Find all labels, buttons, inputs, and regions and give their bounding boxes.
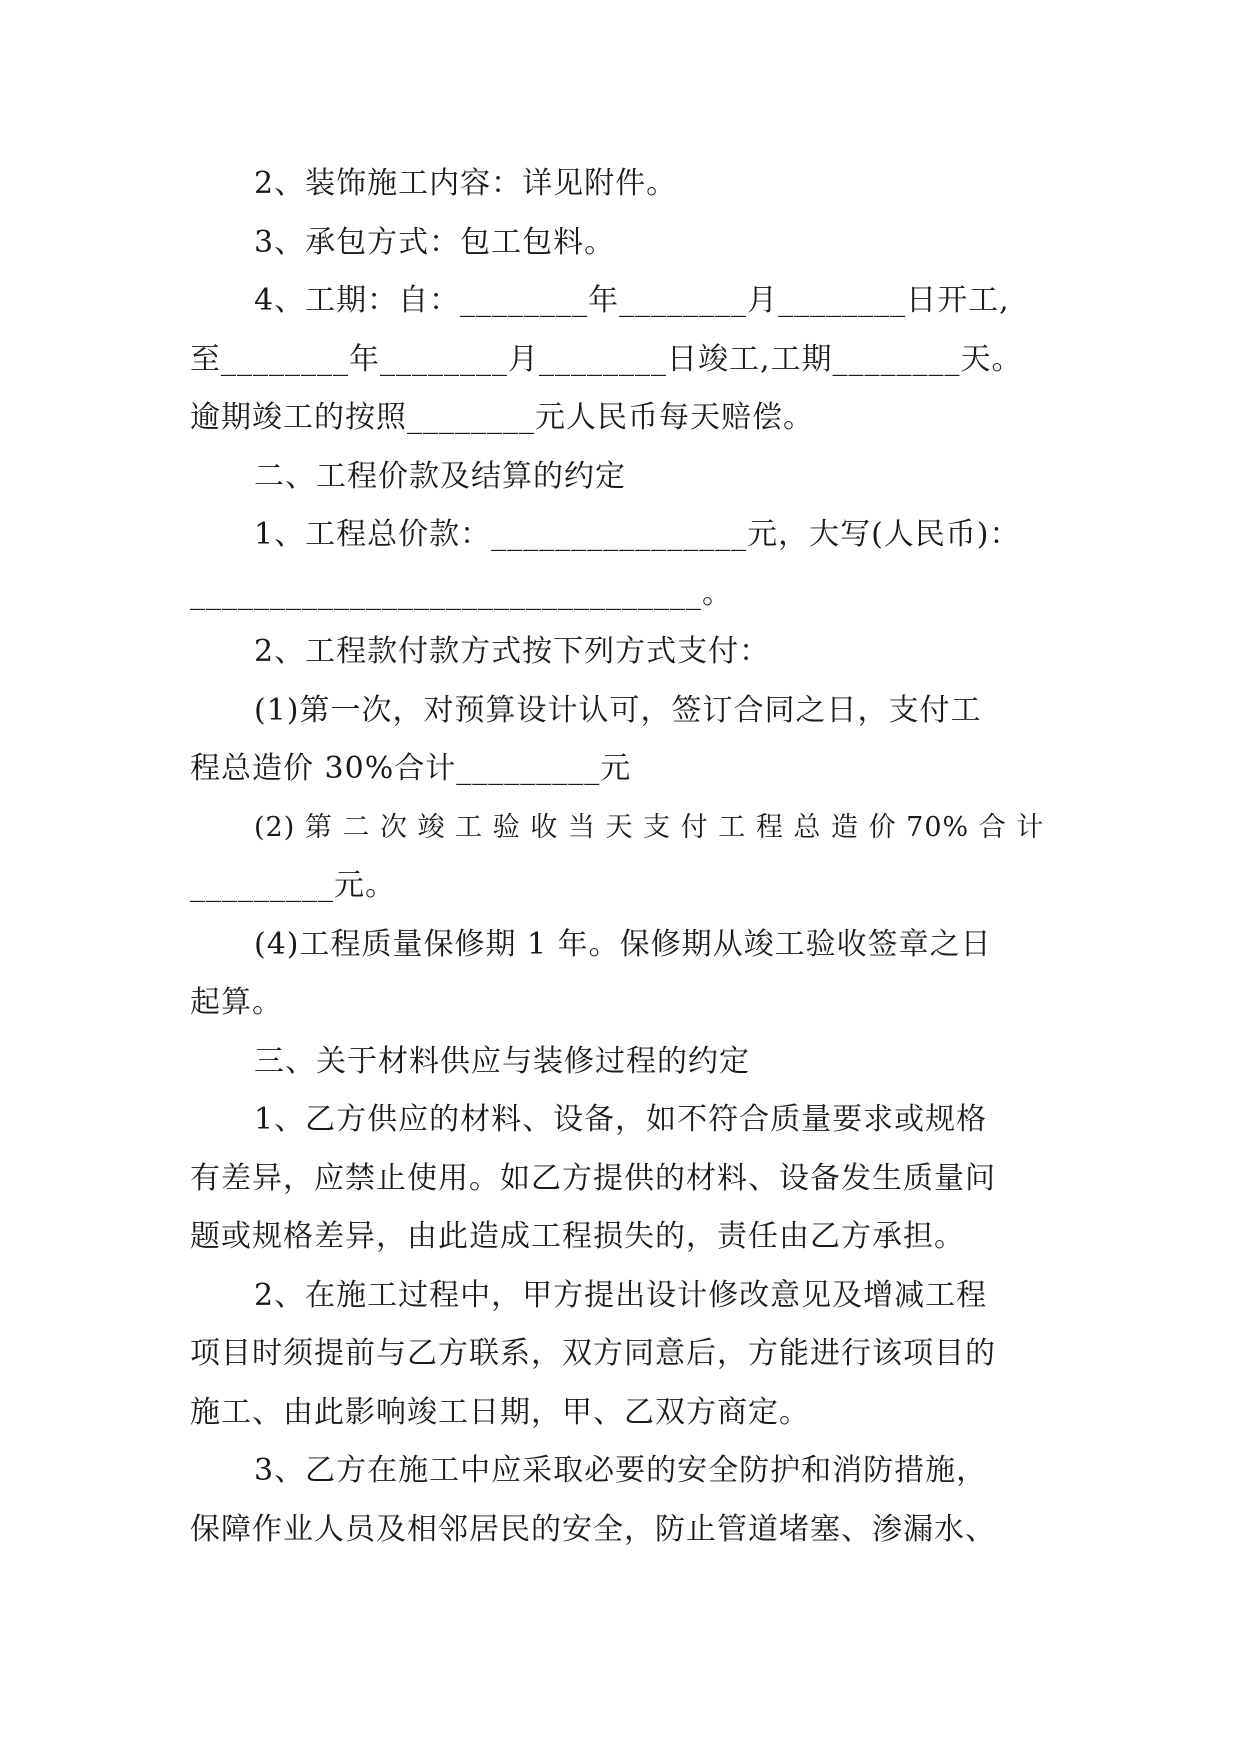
paragraph-line: 项目时须提前与乙方联系，双方同意后，方能进行该项目的 — [190, 1336, 996, 1371]
paragraph-line: (4)工程质量保修期 1 年。保修期从竣工验收签章之日 — [254, 926, 992, 962]
paragraph-line: 1、乙方供应的材料、设备，如不符合质量要求或规格 — [254, 1102, 988, 1137]
paragraph-line: (1)第一次，对预算设计认可，签订合同之日，支付工 — [254, 692, 982, 728]
paragraph-line: 2、在施工过程中，甲方提出设计修改意见及增减工程 — [254, 1277, 988, 1313]
section-heading: 二、工程价款及结算的约定 — [254, 458, 626, 494]
paragraph-line: 逾期竣工的按照________元人民币每天赔偿。 — [190, 400, 814, 435]
paragraph-line: _________元。 — [190, 868, 396, 903]
paragraph-line: 至________年________月________日竣工,工期________天。 — [190, 341, 1023, 377]
paragraph-line: 程总造价 30%合计_________元 — [190, 751, 632, 786]
paragraph-line: 题或规格差异，由此造成工程损失的，责任由乙方承担。 — [190, 1219, 965, 1254]
paragraph-line: 起算。 — [190, 985, 283, 1020]
paragraph-line: 保障作业人员及相邻居民的安全，防止管道堵塞、渗漏水、 — [190, 1511, 996, 1547]
paragraph-line: 2、工程款付款方式按下列方式支付： — [254, 634, 771, 669]
paragraph-line: ________________________________。 — [190, 575, 733, 611]
paragraph-line: (2) 第 二 次 竣 工 验 收 当 天 支 付 工 程 总 造 价 70% 合 计 — [254, 811, 1045, 843]
paragraph-line: 1、工程总价款：________________元，大写(人民币)： — [254, 517, 1021, 552]
paragraph-line: 3、乙方在施工中应采取必要的安全防护和消防措施， — [254, 1453, 988, 1488]
paragraph-line: 4、工期：自：________年________月________日开工, — [254, 283, 1010, 318]
paragraph-line: 2、装饰施工内容：详见附件。 — [254, 166, 678, 201]
paragraph-line: 有差异，应禁止使用。如乙方提供的材料、设备发生质量问 — [190, 1160, 996, 1196]
paragraph-line: 3、承包方式：包工包料。 — [254, 224, 616, 260]
section-heading: 三、关于材料供应与装修过程的约定 — [254, 1043, 750, 1079]
document-body — [190, 155, 1070, 1559]
paragraph-line: 施工、由此影响竣工日期，甲、乙双方商定。 — [190, 1394, 810, 1430]
